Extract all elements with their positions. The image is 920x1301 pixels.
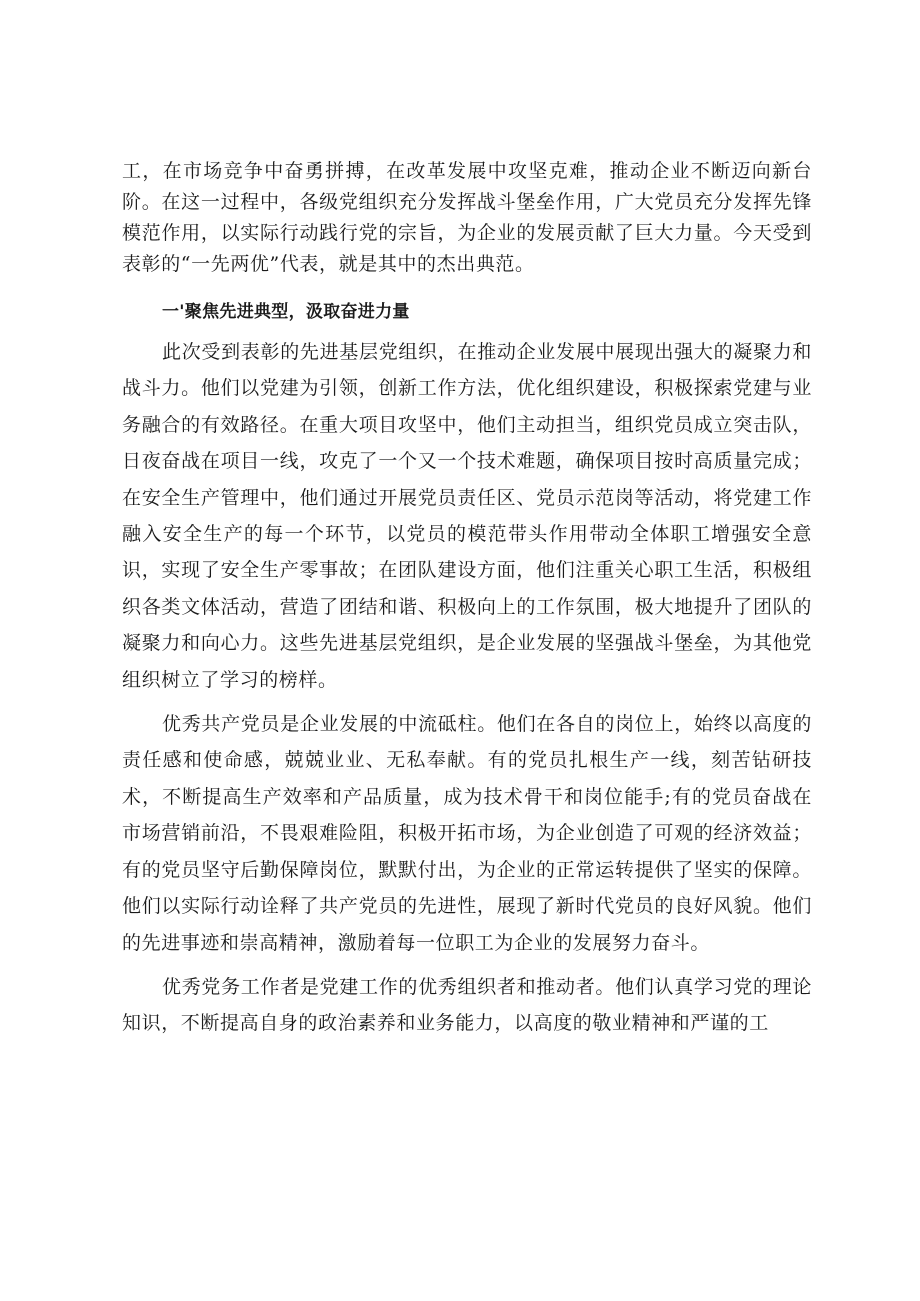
paragraph-organizations: 此次受到表彰的先进基层党组织，在推动企业发展中展现出强大的凝聚力和战斗力。他们以党建为引领，创新工作方法，优化组织建设，积极探索党建与业务融合的有效路径。在重大项目攻坚中，他们主动担当，组织党员成立突击队，日夜奋战在项目一线，攻克了一个又一个技术难题，确保项目按时高质量完成；在安全生产管理中，他们通过开展党员责任区、党员示范岗等活动，将党建工作融入安全生产的每一个环节，以党员的模范带头作用带动全体职工增强安全意识，实现了安全生产零事故；在团队建设方面，他们注重关心职工生活，积极组织各类文体活动，营造了团结和谐、积极向上的工作氛围，极大地提升了团队的凝聚力和向心力。这些先进基层党组织，是企业发展的坚强战斗堡垒，为其他党组织树立了学习的榜样。 bbox=[122, 341, 812, 691]
document-body bbox=[122, 156, 812, 1042]
section-heading: 一'聚焦先进典型，汲取奋进力量 bbox=[162, 302, 410, 322]
spacer bbox=[122, 280, 812, 294]
paragraph-party-workers: 优秀党务工作者是党建工作的优秀组织者和推动者。他们认真学习党的理论知识，不断提高自身的政治素养和业务能力，以高度的敬业精神和严谨的工 bbox=[122, 975, 812, 1035]
spacer bbox=[122, 698, 812, 706]
paragraph-party-members: 优秀共产党员是企业发展的中流砥柱。他们在各自的岗位上，始终以高度的责任感和使命感，兢兢业业、无私奉献。有的党员扎根生产一线，刻苦钻研技术，不断提高生产效率和产品质量，成为技术骨干和岗位能手;有的党员奋战在市场营销前沿，不畏艰难险阻，积极开拓市场，为企业创造了可观的经济效益；有的党员坚守后勤保障岗位，默默付出，为企业的正常运转提供了坚实的保障。他们以实际行动诠释了共产党员的先进性，展现了新时代党员的良好风貌。他们的先进事迹和崇高精神，激励着每一位职工为企业的发展努力奋斗。 bbox=[122, 713, 812, 954]
paragraph-intro: 工，在市场竞争中奋勇拼搏，在改革发展中攻坚克难，推动企业不断迈向新台阶。在这一过程中，各级党组织充分发挥战斗堡垒作用，广大党员充分发挥先锋模范作用，以实际行动践行党的宗旨，为企业的发展贡献了巨大力量。今天受到表彰的“一先两优”代表，就是其中的杰出典范。 bbox=[122, 160, 812, 275]
spacer bbox=[122, 961, 812, 969]
